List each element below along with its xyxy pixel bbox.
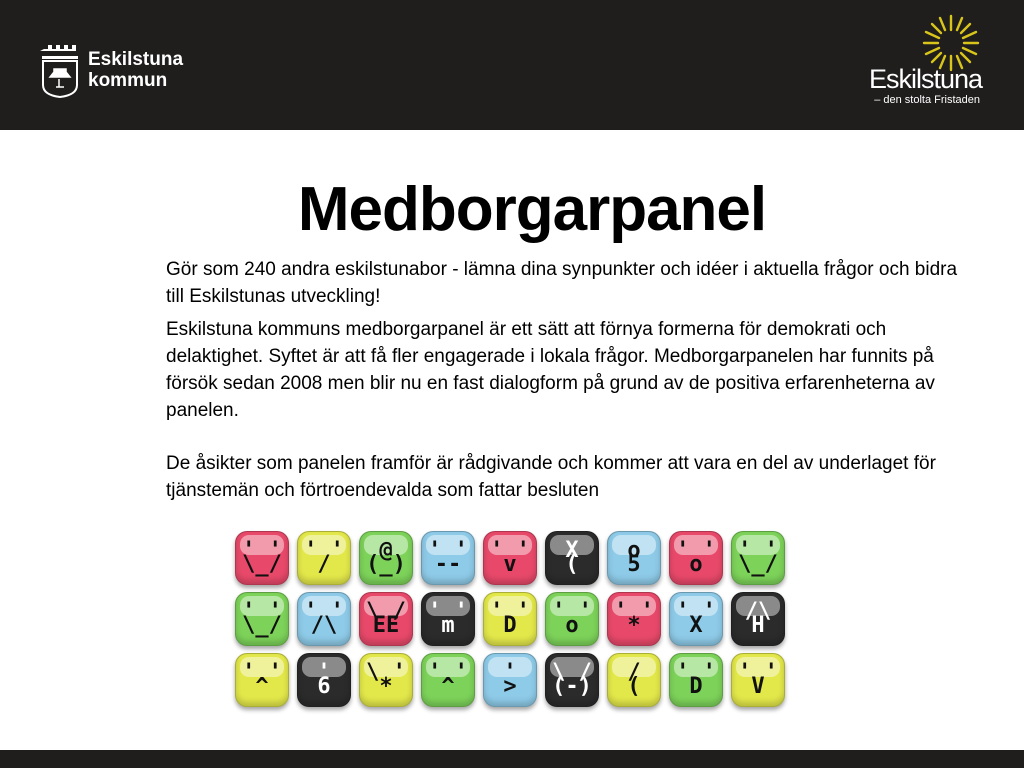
emoticon-face-icon: ' ' D bbox=[676, 660, 716, 699]
emoticon-face-icon: ' ' v bbox=[490, 538, 530, 577]
emoticon-key-yellow bbox=[235, 653, 289, 707]
emoticon-key-pink bbox=[607, 592, 661, 646]
paragraph-description: Eskilstuna kommuns medborgarpanel är ett sätt att förnya formerna för demokrati och delaktighet. Syftet är att få fler engagerade i lokala frågor. Medborgarpanelen har funnits på försök sedan 2008 men blir nu en fast dialogform på grund av de positiva erfarenheterna av panelen. bbox=[166, 319, 935, 421]
emoticon-face-icon: ' ' * bbox=[614, 599, 654, 638]
emoticon-key-black bbox=[731, 592, 785, 646]
left-logo-line1: Eskilstuna bbox=[88, 49, 184, 70]
emoticon-face-icon: o 5 bbox=[627, 538, 641, 577]
emoticon-key-black bbox=[421, 592, 475, 646]
left-logo-line2: kommun bbox=[88, 70, 168, 91]
emoticon-keys-icon bbox=[231, 527, 787, 715]
emoticon-face-icon: ' ' \_/ bbox=[242, 599, 282, 638]
emoticon-key-yellow bbox=[483, 592, 537, 646]
emoticon-face-icon: ' ' m bbox=[428, 599, 468, 638]
emoticon-face-icon: \ ' * bbox=[366, 660, 406, 699]
emoticon-face-icon: \ / EE bbox=[366, 599, 406, 638]
emoticon-face-icon: ' ' V bbox=[738, 660, 778, 699]
footer-bar bbox=[0, 750, 1024, 768]
emoticon-key-blue bbox=[297, 592, 351, 646]
emoticon-face-icon: ' ' \_/ bbox=[242, 538, 282, 577]
emoticon-key-blue bbox=[421, 531, 475, 585]
emoticon-key-blue bbox=[607, 531, 661, 585]
emoticon-face-icon: /\ H bbox=[744, 599, 772, 638]
page-title: Medborgarpanel bbox=[297, 175, 767, 244]
emoticon-key-black bbox=[545, 653, 599, 707]
emoticon-face-icon: ' ' -- bbox=[428, 538, 468, 577]
emoticon-key-blue bbox=[669, 592, 723, 646]
emoticon-key-green bbox=[235, 592, 289, 646]
emoticon-face-icon: ' ' ^ bbox=[242, 660, 282, 699]
right-logo-tagline: – den stolta Fristaden bbox=[874, 94, 980, 106]
header-bar bbox=[0, 0, 1024, 130]
emoticon-key-green bbox=[359, 531, 413, 585]
emoticon-key-pink bbox=[235, 531, 289, 585]
eskilstuna-fristaden-logo bbox=[864, 14, 982, 114]
emoticon-face-icon: ' ' ^ bbox=[428, 660, 468, 699]
emoticon-key-black bbox=[545, 531, 599, 585]
emoticon-face-icon: @ (_) bbox=[366, 538, 406, 577]
emoticon-key-yellow bbox=[359, 653, 413, 707]
emoticon-face-icon: / ( bbox=[627, 660, 641, 699]
right-logo-wordmark: Eskilstuna bbox=[868, 64, 982, 94]
paragraph-intro: Gör som 240 andra eskilstunabor - lämna dina synpunkter och idéer i aktuella frågor och bidra till Eskilstunas utveckling! bbox=[166, 259, 958, 307]
emoticon-face-icon: ' ' X bbox=[676, 599, 716, 638]
emoticon-key-green bbox=[421, 653, 475, 707]
emoticon-face-icon: \ / (-) bbox=[552, 660, 592, 699]
emoticon-key-yellow bbox=[297, 531, 351, 585]
emoticon-key-pink bbox=[483, 531, 537, 585]
emoticon-key-pink bbox=[359, 592, 413, 646]
emoticon-face-icon: X ( bbox=[565, 538, 579, 577]
emoticon-face-icon: ' ' /\ bbox=[304, 599, 344, 638]
emoticon-face-icon: ' ' D bbox=[490, 599, 530, 638]
emoticon-key-green bbox=[545, 592, 599, 646]
emoticon-key-green bbox=[669, 653, 723, 707]
emoticon-key-green bbox=[731, 531, 785, 585]
emoticon-key-yellow bbox=[731, 653, 785, 707]
emoticon-key-yellow bbox=[607, 653, 661, 707]
emoticon-face-icon: ' ' o bbox=[676, 538, 716, 577]
emoticon-key-blue bbox=[483, 653, 537, 707]
emoticon-key-black bbox=[297, 653, 351, 707]
body-text bbox=[166, 256, 966, 504]
paragraph-advisory: De åsikter som panelen framför är rådgivande och kommer att vara en del av underlaget för tjänstemän och förtroendevalda som fattar besluten bbox=[166, 453, 936, 501]
emoticon-face-icon: ' ' \_/ bbox=[738, 538, 778, 577]
coat-of-arms-icon bbox=[40, 41, 80, 99]
emoticon-face-icon: ' > bbox=[503, 660, 517, 699]
emoticon-face-icon: ' 6 bbox=[317, 660, 331, 699]
emoticon-key-pink bbox=[669, 531, 723, 585]
emoticon-face-icon: ' ' / bbox=[304, 538, 344, 577]
eskilstuna-kommun-logo bbox=[40, 40, 183, 100]
emoticon-face-icon: ' ' o bbox=[552, 599, 592, 638]
